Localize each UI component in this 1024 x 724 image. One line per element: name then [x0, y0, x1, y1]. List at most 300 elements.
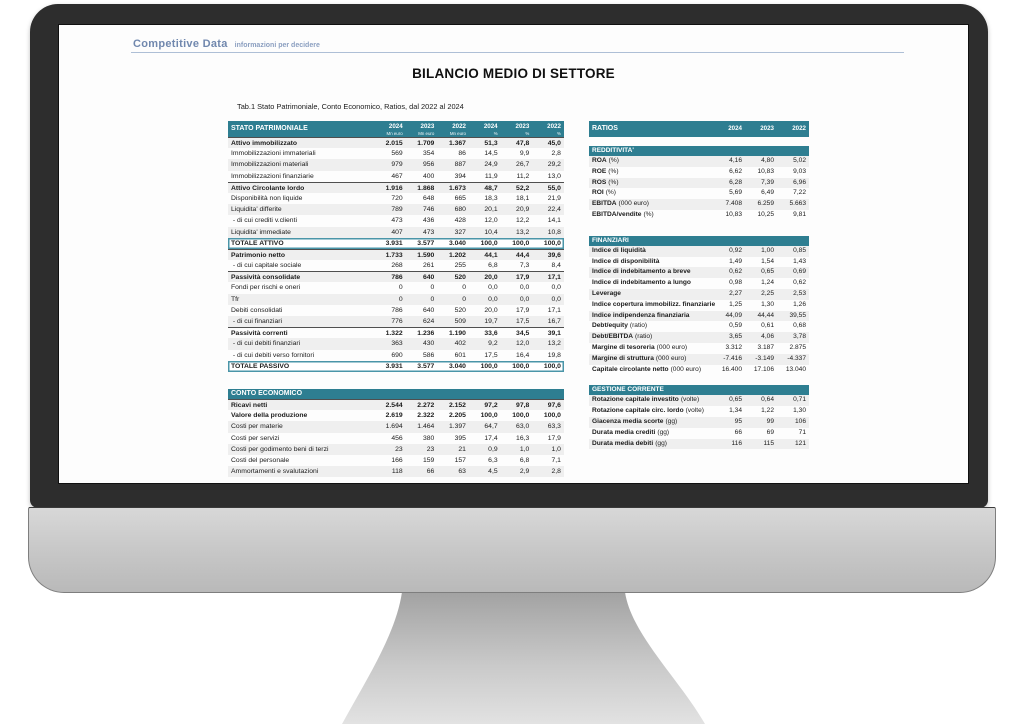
cell-value: 14,5: [484, 150, 498, 158]
row-label-unit: (%): [608, 167, 619, 175]
row-label: - di cui finanziari: [231, 318, 282, 325]
cell-value: 118: [391, 468, 403, 476]
cell-value: 0: [398, 295, 403, 303]
cell-value: 5,02: [793, 157, 806, 164]
cell-value: 2.272: [417, 402, 435, 409]
cell-value: 13,0: [547, 172, 561, 180]
cell-value: 2.544: [385, 402, 403, 409]
ratios-section: [589, 236, 809, 376]
cell-value: 354: [422, 150, 435, 158]
cell-value: 1.397: [448, 423, 466, 431]
row-label-unit: (000 euro): [656, 343, 688, 351]
column-header: 2023 Mn euro: [418, 122, 435, 136]
cell-value: 20,1: [484, 206, 498, 214]
cell-value: 520: [454, 274, 466, 282]
cell-value: 0: [398, 284, 403, 292]
cell-value: 100,0: [543, 412, 561, 420]
cell-value: 106: [794, 417, 806, 425]
cell-value: 0,0: [488, 284, 498, 292]
row-label: [589, 199, 713, 210]
cell-value: 9,2: [488, 340, 498, 348]
cell-value: 2,8: [551, 468, 561, 476]
cell-value: 3.577: [417, 362, 435, 370]
table-body: [228, 399, 564, 477]
cell-value: 261: [422, 262, 435, 270]
cell-value: -4.337: [787, 354, 806, 362]
cell-value: 2.205: [448, 412, 466, 420]
cell-value: 23: [426, 445, 435, 453]
cell-value: 394: [454, 172, 466, 180]
table-row: [589, 210, 809, 221]
row-label-text: Indice di indebitamento a lungo: [592, 279, 691, 287]
cell-value: 5.663: [789, 200, 806, 208]
row-label-unit: (ratio): [629, 322, 648, 330]
row-label: [589, 354, 713, 365]
row-label: [589, 278, 713, 289]
cell-value: 1.322: [385, 330, 403, 338]
header-divider: [131, 52, 904, 53]
cell-value: 17,4: [484, 434, 498, 442]
column-header: 2022 %: [547, 122, 561, 136]
cell-value: 395: [454, 434, 466, 442]
row-label: TOTALE ATTIVO: [231, 239, 284, 247]
column-header: 2024 Mn euro: [386, 122, 403, 136]
cell-value: 3.040: [448, 239, 466, 247]
row-label: Immobilizzazioni materiali: [231, 161, 309, 169]
table-row: [589, 439, 809, 450]
cell-value: 0,68: [793, 322, 806, 330]
table-stato-patrimoniale: [228, 121, 564, 372]
cell-value: 0,71: [793, 396, 806, 404]
row-label-unit: (gg): [657, 428, 670, 436]
cell-value: 0,69: [793, 268, 806, 276]
row-label-text: Indice copertura immobilizz. finanziarie: [592, 300, 716, 308]
cell-value: 7,39: [761, 178, 774, 186]
table-body: [228, 137, 564, 372]
row-label: [589, 395, 713, 406]
cell-value: 509: [454, 318, 466, 325]
cell-value: 887: [454, 161, 466, 169]
row-label-unit: (volte): [680, 396, 700, 404]
cell-value: 1.868: [417, 184, 435, 192]
table-header: [589, 121, 809, 137]
section-header: GESTIONE CORRENTE: [589, 385, 809, 395]
cell-value: 10,83: [725, 210, 742, 218]
cell-value: 2,53: [793, 289, 806, 297]
cell-value: 6,96: [793, 178, 806, 186]
table-row: [589, 178, 809, 189]
cell-value: 648: [422, 194, 435, 202]
table-row: [589, 257, 809, 268]
row-label: [589, 257, 713, 268]
table-row: [589, 321, 809, 332]
cell-value: 3.187: [757, 343, 774, 351]
cell-value: 7,22: [793, 189, 806, 197]
cell-value: 10,8: [547, 228, 561, 236]
cell-value: 45,0: [547, 140, 561, 147]
table-header-title: CONTO ECONOMICO: [228, 389, 564, 399]
cell-value: 6,28: [729, 178, 742, 186]
cell-value: 26,7: [516, 161, 530, 169]
cell-value: 39,55: [789, 311, 806, 319]
cell-value: 4,16: [729, 157, 742, 164]
cell-value: 1.694: [385, 423, 403, 431]
row-label-unit: (%): [643, 210, 654, 218]
cell-value: 100,0: [480, 239, 498, 247]
cell-value: 10,25: [757, 210, 774, 218]
cell-value: 17,9: [516, 306, 530, 314]
cell-value: 520: [454, 306, 466, 314]
cell-value: 624: [422, 318, 435, 325]
row-label: Passività consolidate: [231, 274, 301, 282]
table-row: [589, 278, 809, 289]
cell-value: 47,8: [516, 140, 530, 147]
ratios-section: [589, 146, 809, 221]
table-row: [228, 305, 564, 316]
table-row: [228, 399, 564, 410]
cell-value: 44,1: [484, 251, 498, 259]
table-row: [228, 227, 564, 238]
cell-value: 12,0: [516, 340, 530, 348]
cell-value: 100,0: [512, 239, 530, 247]
cell-value: 0,62: [729, 268, 742, 276]
cell-value: 456: [391, 434, 403, 442]
row-label: [589, 210, 713, 221]
cell-value: 0,59: [729, 322, 742, 330]
row-label-text: Durata media crediti: [592, 428, 656, 436]
table-row: [589, 300, 809, 311]
cell-value: 2.152: [448, 402, 466, 409]
table-row: [589, 406, 809, 417]
row-label: Liquidita' immediate: [231, 228, 291, 236]
row-label: [589, 167, 713, 178]
cell-value: 2,9: [519, 468, 530, 476]
table-row: [228, 316, 564, 327]
table-row: [589, 417, 809, 428]
cell-value: 0,62: [793, 279, 806, 287]
cell-value: -7.416: [723, 354, 742, 362]
row-label: [589, 406, 713, 417]
column-header: 2023 %: [515, 122, 530, 136]
cell-value: 63,3: [547, 423, 561, 431]
cell-value: 71: [798, 428, 806, 436]
row-label: - di cui debiti verso fornitori: [231, 351, 315, 359]
table-header-title: STATO PATRIMONIALE: [231, 125, 308, 132]
cell-value: 2,27: [729, 289, 742, 297]
cell-value: 100,0: [543, 362, 561, 370]
cell-value: 6,62: [729, 167, 742, 175]
cell-value: 29,2: [547, 161, 561, 169]
table-row: [589, 156, 809, 167]
cell-value: 402: [454, 340, 466, 348]
row-label: Costi per godimento beni di terzi: [231, 445, 329, 453]
cell-value: 100,0: [512, 362, 530, 370]
row-label: Debiti consolidati: [231, 306, 283, 314]
cell-value: 3.931: [385, 239, 403, 247]
table-conto-economico: [228, 389, 564, 477]
cell-value: 10,4: [484, 228, 498, 236]
cell-value: 23: [395, 445, 403, 453]
cell-value: 0,85: [793, 246, 806, 254]
cell-value: 100,0: [480, 412, 498, 420]
cell-value: 16,4: [516, 351, 530, 359]
section-header: FINANZIARI: [589, 236, 809, 246]
cell-value: 1.190: [448, 330, 466, 338]
cell-value: 10,83: [757, 167, 774, 175]
column-header: 2023: [760, 125, 774, 132]
cell-value: 5,69: [729, 189, 742, 197]
cell-value: 680: [454, 206, 466, 214]
cell-value: 1,0: [551, 445, 561, 453]
table-row: [228, 148, 564, 159]
cell-value: 66: [734, 428, 742, 436]
table-row: [589, 332, 809, 343]
cell-value: 1,00: [761, 246, 774, 254]
row-label: Immobilizzazioni immateriali: [231, 150, 316, 158]
cell-value: 39,1: [547, 330, 561, 338]
cell-value: 1,30: [793, 407, 806, 415]
row-label: - di cui debiti finanziari: [231, 340, 301, 348]
cell-value: 19,8: [547, 351, 561, 359]
row-label: Patrimonio netto: [231, 251, 285, 259]
cell-value: 63: [458, 468, 466, 476]
row-label: [589, 289, 713, 300]
cell-value: 0,9: [488, 445, 498, 453]
row-label-unit: (%): [605, 189, 616, 197]
table-body: [589, 146, 809, 449]
cell-value: 1,25: [729, 300, 742, 308]
cell-value: 51,3: [484, 140, 498, 147]
table-ratios: [589, 121, 809, 449]
row-label: [589, 365, 713, 376]
cell-value: 1,54: [761, 257, 774, 265]
row-label-unit: (%): [608, 157, 619, 164]
table-row: [228, 193, 564, 204]
cell-value: 3.040: [448, 362, 466, 370]
row-label: Passività correnti: [231, 330, 288, 338]
cell-value: 33,6: [484, 330, 498, 338]
cell-value: 157: [454, 456, 466, 464]
row-label: [589, 267, 713, 278]
cell-value: 327: [454, 228, 466, 236]
row-label-text: EBITDA: [592, 200, 617, 208]
cell-value: 17,9: [516, 274, 530, 282]
row-label: Fondi per rischi e oneri: [231, 284, 301, 292]
row-label: - di cui capitale sociale: [231, 262, 302, 270]
cell-value: 640: [422, 306, 435, 314]
cell-value: 6.259: [757, 200, 774, 208]
cell-value: 1.709: [417, 140, 435, 147]
cell-value: 1,26: [793, 300, 806, 308]
cell-value: 0,0: [519, 295, 530, 303]
cell-value: 13,2: [516, 228, 530, 236]
table-row: [228, 159, 564, 170]
row-label-unit: (000 euro): [655, 354, 687, 362]
cell-value: 473: [422, 228, 435, 236]
row-label: Costi per servizi: [231, 434, 280, 442]
cell-value: 3,65: [729, 333, 742, 341]
cell-value: 3.312: [725, 343, 742, 351]
cell-value: 2,25: [761, 289, 774, 297]
cell-value: 99: [766, 417, 774, 425]
row-label-text: EBITDA/vendite: [592, 210, 642, 218]
table-row: [228, 294, 564, 305]
table-row: [589, 311, 809, 322]
cell-value: 17,5: [484, 351, 498, 359]
row-label-text: Margine di tesoreria: [592, 343, 655, 351]
cell-value: 786: [391, 274, 403, 282]
cell-value: 569: [391, 150, 403, 158]
cell-value: 9,81: [793, 210, 806, 218]
table-row: [228, 327, 564, 338]
cell-value: 95: [734, 417, 742, 425]
cell-value: 1,22: [761, 407, 774, 415]
row-label: Ammortamenti e svalutazioni: [231, 468, 319, 476]
cell-value: 473: [391, 217, 403, 225]
cell-value: 6,49: [761, 189, 774, 197]
cell-value: -3.149: [755, 354, 774, 362]
table-row: [228, 137, 564, 148]
table-row: [589, 343, 809, 354]
cell-value: 0: [430, 295, 435, 303]
cell-value: 407: [391, 228, 403, 236]
row-label-unit: (gg): [665, 417, 678, 425]
cell-value: 979: [391, 161, 403, 169]
cell-value: 97,2: [484, 402, 498, 409]
cell-value: 116: [731, 439, 742, 447]
cell-value: 12,2: [516, 217, 530, 225]
cell-value: 1,30: [761, 300, 774, 308]
cell-value: 97,8: [516, 402, 530, 409]
cell-value: 9,03: [793, 167, 806, 175]
row-label: Disponibilità non liquide: [231, 194, 303, 202]
cell-value: 1,24: [761, 279, 774, 287]
brand-tagline: informazioni per decidere: [234, 42, 320, 49]
cell-value: 97,6: [547, 402, 561, 409]
cell-value: 3.577: [417, 239, 435, 247]
cell-value: 1.733: [385, 251, 403, 259]
table-row: [228, 204, 564, 215]
cell-value: 786: [391, 306, 403, 314]
cell-value: 8,4: [551, 262, 561, 270]
cell-value: 0,61: [761, 322, 774, 330]
cell-value: 428: [454, 217, 466, 225]
table-row: [589, 289, 809, 300]
cell-value: 1.367: [448, 140, 466, 147]
cell-value: 2.619: [385, 412, 403, 420]
row-label-text: Debt/equity: [592, 322, 628, 330]
row-label: [589, 246, 713, 257]
cell-value: 17,5: [516, 318, 530, 325]
cell-value: 0,0: [551, 284, 561, 292]
cell-value: 166: [391, 456, 403, 464]
row-label-text: Margine di struttura: [592, 354, 654, 362]
cell-value: 20,0: [484, 274, 498, 282]
cell-value: 268: [391, 262, 403, 270]
cell-value: 14,1: [547, 217, 561, 225]
cell-value: 0,92: [729, 246, 742, 254]
row-label-text: Leverage: [592, 289, 621, 297]
row-label-text: Giacenza media scorte: [592, 417, 664, 425]
cell-value: 0,0: [519, 284, 530, 292]
cell-value: 20,0: [484, 306, 498, 314]
row-label-text: Capitale circolante netto: [592, 365, 669, 373]
cell-value: 39,6: [547, 251, 561, 259]
cell-value: 17.106: [753, 365, 774, 373]
cell-value: 18,3: [484, 194, 498, 202]
cell-value: 3,78: [793, 333, 806, 341]
cell-value: 69: [766, 428, 774, 436]
cell-value: 400: [422, 172, 435, 180]
cell-value: 34,5: [516, 330, 530, 338]
table-row: [228, 410, 564, 421]
table-row: [228, 260, 564, 271]
cell-value: 690: [391, 351, 403, 359]
column-header: 2024 %: [483, 122, 498, 136]
cell-value: 11,9: [484, 172, 498, 180]
row-label-unit: (000 euro): [670, 365, 702, 373]
cell-value: 12,0: [484, 217, 498, 225]
table-row: [228, 271, 564, 282]
cell-value: 19,7: [484, 318, 498, 325]
row-label: Costi del personale: [231, 456, 290, 464]
cell-value: 3.931: [385, 362, 403, 370]
column-header: 2022 Mn euro: [449, 122, 466, 136]
cell-value: 430: [422, 340, 435, 348]
row-label-text: Indice di disponibilità: [592, 257, 660, 265]
cell-value: 640: [422, 274, 435, 282]
page-title: BILANCIO MEDIO DI SETTORE: [412, 66, 615, 81]
table-row: [228, 361, 564, 372]
row-label: - di cui crediti v.clienti: [231, 217, 297, 225]
cell-value: 4,06: [761, 333, 774, 341]
cell-value: 20,9: [516, 206, 530, 214]
row-label: Ricavi netti: [231, 402, 268, 409]
cell-value: 86: [458, 150, 466, 158]
table-header: [228, 121, 564, 137]
cell-value: 9,9: [519, 150, 530, 158]
monitor-screen: [58, 24, 969, 484]
cell-value: 0,64: [761, 396, 774, 404]
cell-value: 1.236: [417, 330, 435, 338]
cell-value: 789: [391, 206, 403, 214]
table-row: [589, 267, 809, 278]
cell-value: 4,5: [488, 468, 498, 476]
cell-value: 776: [391, 318, 403, 325]
cell-value: 16,7: [547, 318, 561, 325]
cell-value: 66: [426, 468, 435, 476]
cell-value: 44,09: [725, 311, 742, 319]
cell-value: 55,0: [547, 184, 561, 192]
row-label: Attivo immobilizzato: [231, 140, 298, 147]
cell-value: 100,0: [480, 362, 498, 370]
cell-value: 720: [391, 194, 403, 202]
cell-value: 63,0: [516, 423, 530, 431]
row-label: Attivo Circolante lordo: [231, 184, 305, 192]
cell-value: 1,49: [729, 257, 742, 265]
row-label: Immobilizzazioni finanziarie: [231, 172, 314, 180]
cell-value: 1.916: [385, 184, 403, 192]
cell-value: 48,7: [484, 184, 498, 192]
cell-value: 16,3: [516, 434, 530, 442]
row-label: [589, 343, 713, 354]
row-label: [589, 417, 713, 428]
table-row: [228, 421, 564, 432]
cell-value: 1,34: [729, 407, 742, 415]
row-label-text: Indice indipendenza finanziaria: [592, 311, 690, 319]
cell-value: 586: [422, 351, 435, 359]
cell-value: 746: [422, 206, 435, 214]
